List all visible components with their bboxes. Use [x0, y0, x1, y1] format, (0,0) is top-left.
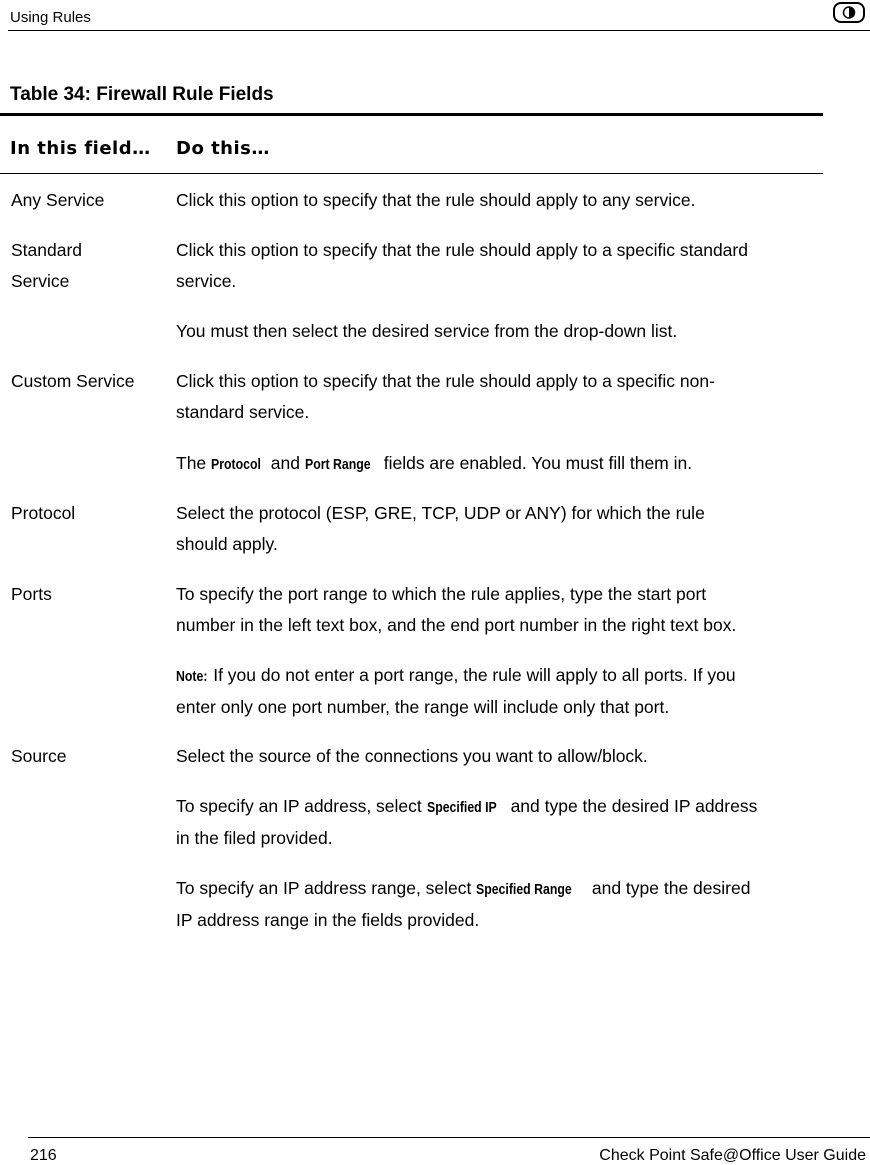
- desc-custom-service: Click this option to specify that the rule should apply to a specific non- standard service.: [176, 371, 715, 422]
- table-top-rule: [0, 113, 823, 116]
- desc-source-ip: To specify an IP address, select Specified IP and type the desired IP address in the filed provided.: [176, 791, 836, 854]
- desc-standard-service-note: You must then select the desired service from the drop-down list.: [176, 321, 678, 341]
- field-custom-service: Custom Service: [11, 371, 135, 391]
- term-port-range: Port Range: [304, 456, 371, 473]
- header-rule: [8, 30, 870, 31]
- table-header-rule: [0, 173, 823, 174]
- section-title: Using Rules: [10, 9, 91, 26]
- desc-ports-note: Note: If you do not enter a port range, the rule will apply to all ports. If you enter only one port number, the range will include only that port.: [176, 660, 816, 723]
- check-point-logo-icon: [833, 2, 865, 23]
- field-source: Source: [11, 746, 67, 766]
- column-header-action: Do this…: [176, 138, 270, 159]
- table-caption: Table 34: Firewall Rule Fields: [10, 84, 274, 105]
- note-label: Note:: [176, 668, 208, 685]
- field-ports: Ports: [11, 584, 52, 604]
- field-protocol: Protocol: [11, 503, 76, 523]
- guide-title: Check Point Safe@Office User Guide: [599, 1147, 866, 1164]
- page-number: 216: [30, 1147, 57, 1164]
- term-specified-ip: Specified IP: [426, 799, 497, 816]
- desc-custom-service-fields: The Protocol and Port Range fields are enabled. You must fill them in.: [176, 448, 816, 480]
- desc-standard-service: Click this option to specify that the rule should apply to a specific standard service.: [176, 240, 748, 291]
- footer-rule: [28, 1137, 870, 1138]
- field-any-service: Any Service: [11, 190, 105, 210]
- column-header-field: In this field…: [10, 138, 151, 159]
- term-specified-range: Specified Range: [476, 881, 572, 898]
- desc-ports: To specify the port range to which the rule applies, type the start port number in the left text box, and the end port number in the right text box.: [176, 584, 737, 635]
- term-protocol: Protocol: [211, 456, 261, 473]
- desc-any-service: Click this option to specify that the rule should apply to any service.: [176, 190, 696, 210]
- desc-source: Select the source of the connections you want to allow/block.: [176, 746, 648, 766]
- desc-source-range: To specify an IP address range, select Specified Range and type the desired IP address range in the fields provided.: [176, 873, 816, 936]
- desc-protocol: Select the protocol (ESP, GRE, TCP, UDP or ANY) for which the rule should apply.: [176, 503, 705, 554]
- field-standard-service: Standard Service: [11, 240, 83, 291]
